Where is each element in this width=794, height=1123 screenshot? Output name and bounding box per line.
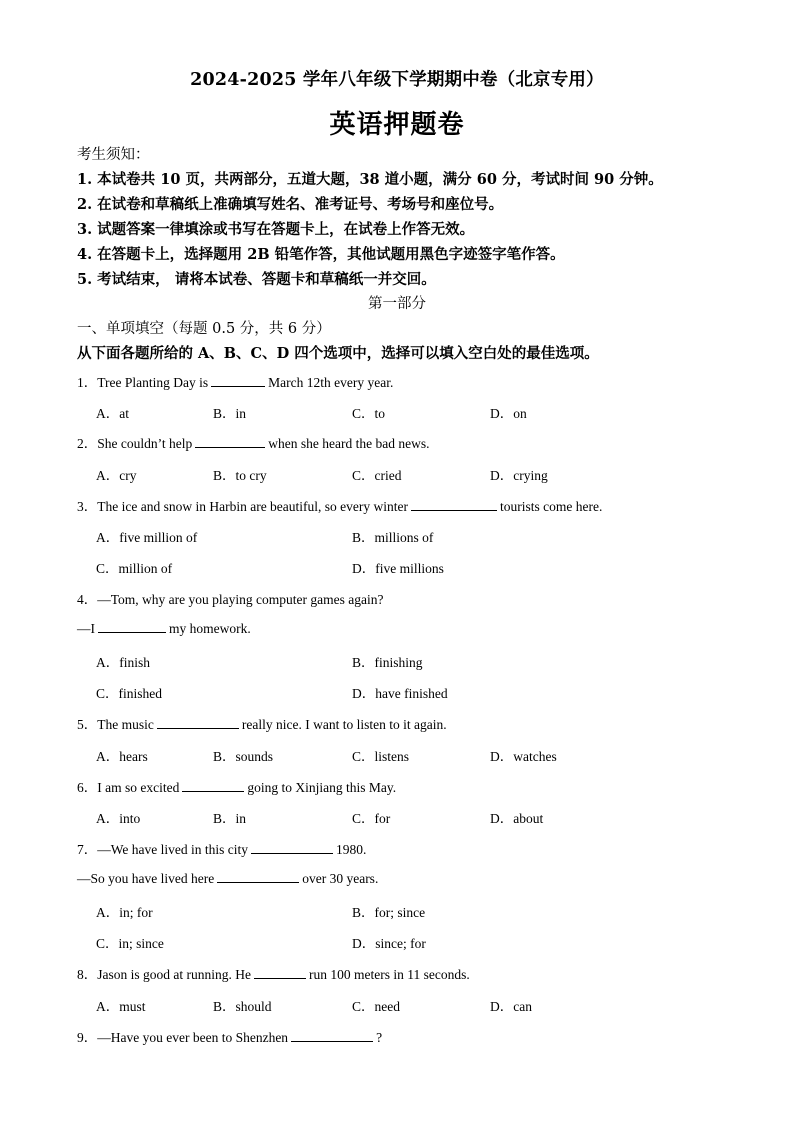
question-text: really nice. I want to listen to it again. [241,717,447,732]
option-c[interactable]: C．million of [96,561,173,576]
option-a[interactable]: A．must [96,999,146,1014]
option-b[interactable]: B．should [213,999,272,1014]
question-text: 1980. [336,842,367,857]
option-a[interactable]: A．into [96,811,141,826]
option-c[interactable]: C．need [352,999,400,1014]
question-text: my homework. [169,621,251,636]
option-b[interactable]: B．sounds [213,749,274,764]
option-b[interactable]: B．to cry [213,468,267,483]
option-d[interactable]: D．can [490,999,532,1014]
option-d[interactable]: D．on [490,406,527,421]
option-d[interactable]: D．since; for [352,936,426,951]
question-text: tourists come here. [500,499,603,514]
question-2 [77,432,429,452]
question-text: over 30 years. [302,871,379,886]
option-c[interactable]: C．for [352,811,391,826]
question-text: going to Xinjiang this May. [247,780,397,795]
question-text: March 12th every year. [268,375,394,390]
question-text: 8．Jason is good at running. He [77,967,251,982]
answer-blank[interactable] [251,841,333,854]
question-5 [77,713,447,733]
question-1 [77,371,393,391]
notice-item: 3. 试题答案一律填涂或书写在答题卡上，在试卷上作答无效。 [77,221,475,238]
option-c[interactable]: C．to [352,406,386,421]
option-d[interactable]: D．have finished [352,686,448,701]
answer-blank[interactable] [291,1029,373,1042]
question-text: ? [376,1030,383,1045]
question-text: 7．—We have lived in this city [77,842,249,857]
question-text: 9．—Have you ever been to Shenzhen [77,1030,289,1045]
option-c[interactable]: C．in; since [96,936,164,951]
option-a[interactable]: A．five million of [96,530,198,545]
notice-item: 5. 考试结束， 请将本试卷、答题卡和草稿纸一并交回。 [77,271,436,288]
option-d[interactable]: D．five millions [352,561,444,576]
question-text: 6．I am so excited [77,780,180,795]
question-6 [77,776,396,796]
option-b[interactable]: B．in [213,811,247,826]
question-text: —I [77,621,95,636]
question-text: run 100 meters in 11 seconds. [308,967,470,982]
question-7 [77,838,366,858]
option-d[interactable]: D．about [490,811,544,826]
question-text: —So you have lived here [77,871,215,886]
answer-blank[interactable] [254,966,306,979]
option-a[interactable]: A．at [96,406,129,421]
option-c[interactable]: C．cried [352,468,402,483]
question-4 [77,588,383,608]
option-a[interactable]: A．in; for [96,905,153,920]
option-d[interactable]: D．watches [490,749,557,764]
option-a[interactable]: A．finish [96,655,150,670]
question-9 [77,1026,382,1046]
exam-title: 2024-2025 学年八年级下学期期中卷（北京专用） [190,70,604,90]
answer-blank[interactable] [411,498,497,511]
option-d[interactable]: D．crying [490,468,548,483]
option-c[interactable]: C．finished [96,686,162,701]
notice-item: 2. 在试卷和草稿纸上准确填写姓名、准考证号、考场号和座位号。 [77,196,504,213]
notice-heading: 考生须知： [77,147,150,163]
question-4-reply [77,620,251,637]
answer-blank[interactable] [98,620,166,633]
option-b[interactable]: B．millions of [352,530,434,545]
option-a[interactable]: A．cry [96,468,137,483]
section-instruction: 从下面各题所给的 A、B、C、D 四个选项中，选择可以填入空白处的最佳选项。 [77,345,599,362]
answer-blank[interactable] [157,716,239,729]
question-text: 4．—Tom, why are you playing computer games again? [77,592,384,607]
question-text: 2．She couldn’t help [77,436,193,451]
option-b[interactable]: B．for; since [352,905,426,920]
option-b[interactable]: B．finishing [352,655,423,670]
answer-blank[interactable] [195,435,265,448]
question-3 [77,495,602,515]
option-b[interactable]: B．in [213,406,247,421]
option-a[interactable]: A．hears [96,749,148,764]
notice-item: 4. 在答题卡上，选择题用 2B 铅笔作答，其他试题用黑色字迹签字笔作答。 [77,246,565,263]
option-c[interactable]: C．listens [352,749,410,764]
section-title: 一、单项填空（每题 0.5 分，共 6 分） [77,321,331,337]
answer-blank[interactable] [211,374,265,387]
question-text: 5．The music [77,717,154,732]
notice-item: 1. 本试卷共 10 页，共两部分，五道大题，38 道小题，满分 60 分，考试时间 90 分钟。 [77,171,663,188]
question-text: 1．Tree Planting Day is [77,375,209,390]
part-heading: 第一部分 [368,296,426,312]
exam-subtitle: 英语押题卷 [329,110,465,140]
answer-blank[interactable] [182,779,244,792]
question-text: when she heard the bad news. [268,436,430,451]
question-7-reply [77,870,378,887]
question-8 [77,963,470,983]
answer-blank[interactable] [217,870,299,883]
question-text: 3．The ice and snow in Harbin are beautiful, so every winter [77,499,409,514]
